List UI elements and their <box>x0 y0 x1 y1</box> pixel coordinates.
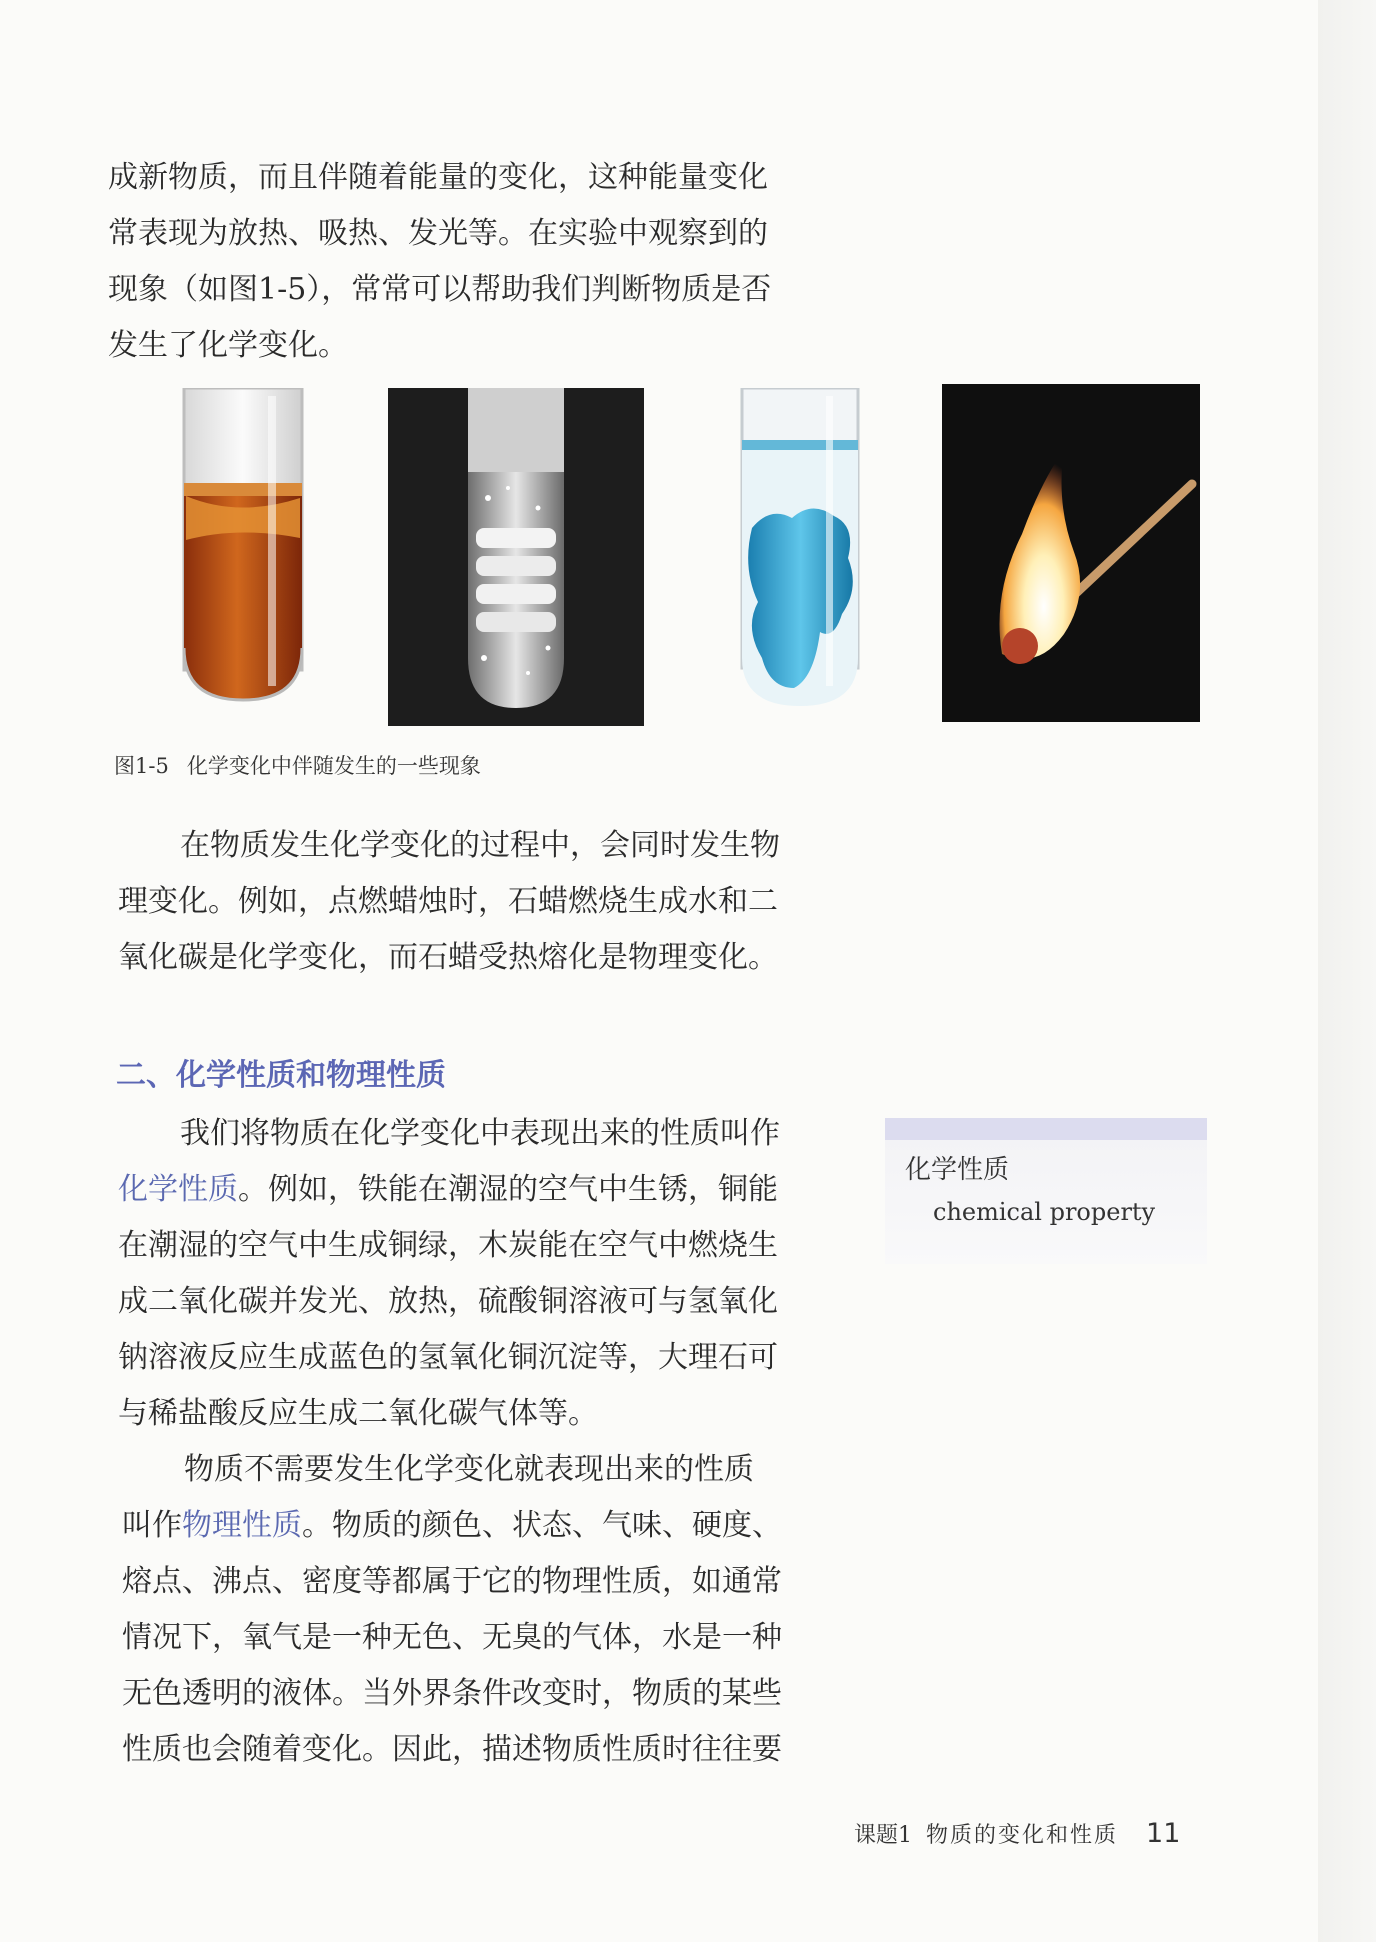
text-line: 在物质发生化学变化的过程中，会同时发生物 <box>180 828 780 863</box>
text-line: 性质也会随着变化。因此，描述物质性质时往往要 <box>122 1732 782 1767</box>
text-line: 成二氧化碳并发光、放热，硫酸铜溶液可与氢氧化 <box>118 1284 778 1319</box>
figure-number: 图1-5 <box>114 754 169 778</box>
term-physical-property: 物理性质 <box>182 1508 302 1543</box>
paragraph-physical-in-chemical <box>118 818 838 986</box>
text-line: 物质不需要发生化学变化就表现出来的性质 <box>184 1452 754 1487</box>
page-footer <box>854 1818 1180 1849</box>
text-line: 我们将物质在化学变化中表现出来的性质叫作 <box>180 1116 780 1151</box>
text-line: 理变化。例如，点燃蜡烛时，石蜡燃烧生成水和二 <box>118 884 778 919</box>
text-fragment: 叫作 <box>122 1508 182 1543</box>
text-line <box>122 1498 842 1554</box>
page-number: 11 <box>1146 1818 1181 1849</box>
paragraph-chemical-property <box>118 1106 838 1442</box>
text-line: 成新物质，而且伴随着能量的变化，这种能量变化 <box>108 160 768 195</box>
text-line: 情况下，氧气是一种无色、无臭的气体，水是一种 <box>122 1620 782 1655</box>
text-line: 在潮湿的空气中生成铜绿，木炭能在空气中燃烧生 <box>118 1228 778 1263</box>
text-line: 常表现为放热、吸热、发光等。在实验中观察到的 <box>108 216 768 251</box>
text-line <box>118 1162 838 1218</box>
text-line: 钠溶液反应生成蓝色的氢氧化铜沉淀等，大理石可 <box>118 1340 778 1375</box>
text-fragment: 。物质的颜色、状态、气味、硬度、 <box>302 1508 782 1543</box>
text-line: 熔点、沸点、密度等都属于它的物理性质，如通常 <box>122 1564 782 1599</box>
sidenote-box <box>885 1140 1207 1264</box>
burning-match <box>942 384 1200 722</box>
term-chemical-property: 化学性质 <box>118 1172 238 1207</box>
text-line: 氧化碳是化学变化，而石蜡受热熔化是物理变化。 <box>118 940 778 975</box>
paragraph-physical-property <box>122 1442 842 1778</box>
text-line: 与稀盐酸反应生成二氧化碳气体等。 <box>118 1396 598 1431</box>
reddish-brown-precipitate-tube <box>168 388 318 726</box>
text-fragment: 。例如，铁能在潮湿的空气中生锈，铜能 <box>238 1172 778 1207</box>
sidenote-bar <box>885 1118 1207 1140</box>
sidenote-term-en: chemical property <box>933 1198 1156 1226</box>
figure-caption <box>114 750 481 780</box>
text-line: 无色透明的液体。当外界条件改变时，物质的某些 <box>122 1676 782 1711</box>
sidenote-term-zh: 化学性质 <box>905 1155 1010 1185</box>
text-line: 现象（如图1-5），常常可以帮助我们判断物质是否 <box>108 272 772 307</box>
footer-title: 物质的变化和性质 <box>926 1823 1119 1848</box>
page-edge-shadow <box>1318 0 1376 1942</box>
intro-paragraph <box>108 150 828 374</box>
gas-bubbles-tube <box>388 388 644 726</box>
text-line: 发生了化学变化。 <box>108 328 348 363</box>
blue-precipitate-tube <box>730 388 870 726</box>
figure-caption-text: 化学变化中伴随发生的一些现象 <box>186 754 481 778</box>
glossary-sidenote <box>885 1118 1207 1274</box>
section-heading: 二、化学性质和物理性质 <box>116 1058 446 1093</box>
footer-lesson: 课题1 <box>854 1823 912 1848</box>
